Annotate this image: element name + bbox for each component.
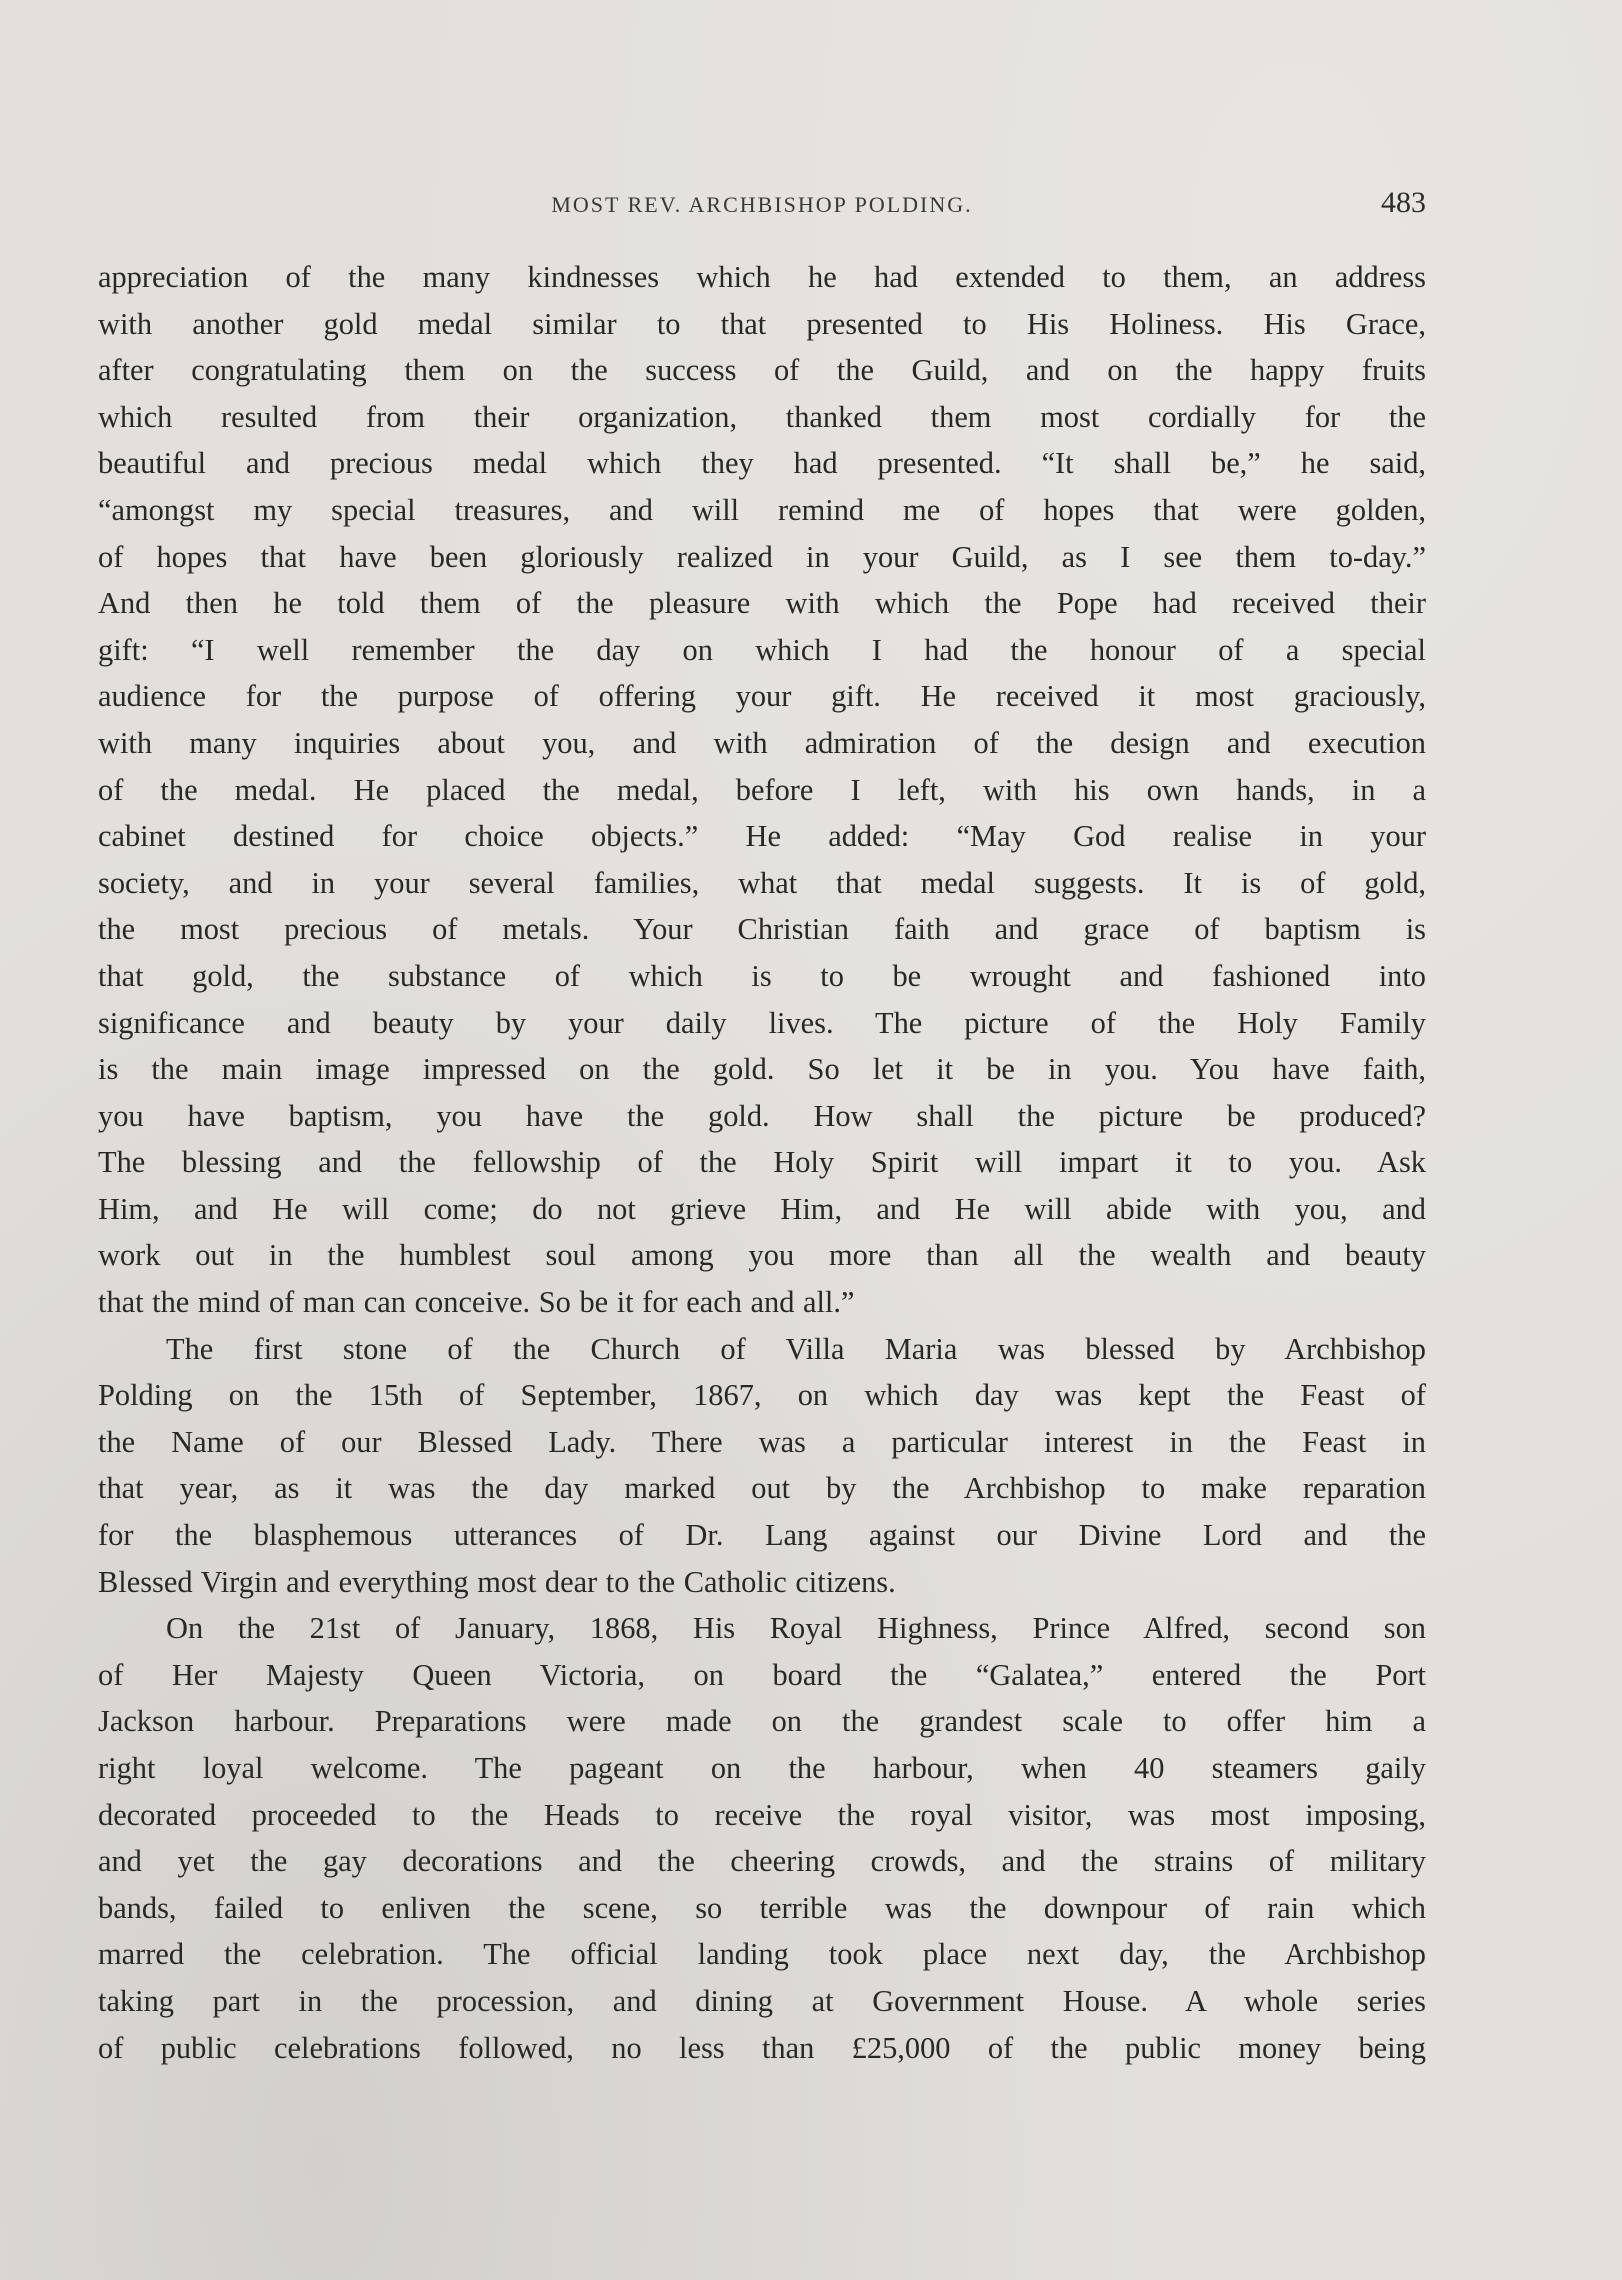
text-line: cabinet destined for choice objects.” He added: “May God realise in your	[98, 819, 1426, 854]
text-line: beautiful and precious medal which they had presented. “It shall be,” he said,	[98, 446, 1426, 481]
body-text	[98, 254, 1426, 2071]
text-line: And then he told them of the pleasure with which the Pope had received their	[98, 586, 1426, 621]
text-line: right loyal welcome. The pageant on the harbour, when 40 steamers gaily	[98, 1751, 1426, 1785]
text-line: On the 21st of January, 1868, His Royal Highness, Prince Alfred, second son	[166, 1611, 1426, 1646]
text-line: for the blasphemous utterances of Dr. Lang against our Divine Lord and the	[98, 1518, 1426, 1553]
text-line: of public celebrations followed, no less than £25,000 of the public money being	[98, 2030, 1426, 2065]
text-line: Him, and He will come; do not grieve Him, and He will abide with you, and	[98, 1191, 1426, 1226]
text-line: society, and in your several families, what that medal suggests. It is of gold,	[98, 865, 1426, 900]
text-line: gift: “I well remember the day on which I had the honour of a special	[98, 632, 1426, 667]
text-line: you have baptism, you have the gold. How shall the picture be produced?	[98, 1098, 1426, 1133]
text-line: the Name of our Blessed Lady. There was a particular interest in the Feast in	[98, 1424, 1426, 1459]
paragraph	[98, 254, 1426, 1326]
text-line: “amongst my special treasures, and will remind me of hopes that were golden,	[98, 492, 1426, 527]
text-line: decorated proceeded to the Heads to receive the royal visitor, was most imposing,	[98, 1797, 1426, 1832]
text-line: after congratulating them on the success of the Guild, and on the happy fruits	[98, 353, 1426, 388]
text-line: audience for the purpose of offering your gift. He received it most graciously,	[98, 679, 1426, 714]
paragraph	[98, 1326, 1426, 1606]
page-number: 483	[1381, 186, 1426, 219]
text-line: Blessed Virgin and everything most dear to the Catholic citizens.	[98, 1564, 896, 1599]
text-line: and yet the gay decorations and the cheering crowds, and the strains of military	[98, 1844, 1426, 1879]
text-line: Polding on the 15th of September, 1867, on which day was kept the Feast of	[98, 1378, 1426, 1413]
text-line: bands, failed to enliven the scene, so terrible was the downpour of rain which	[98, 1890, 1426, 1925]
text-line: which resulted from their organization, thanked them most cordially for the	[98, 399, 1426, 434]
text-line: that the mind of man can conceive. So be it for each and all.”	[98, 1285, 855, 1320]
text-line: Jackson harbour. Preparations were made on the grandest scale to offer him a	[98, 1704, 1426, 1739]
text-line: appreciation of the many kindnesses which he had extended to them, an address	[98, 260, 1426, 294]
text-line: that gold, the substance of which is to be wrought and fashioned into	[98, 958, 1426, 993]
text-line: of the medal. He placed the medal, before I left, with his own hands, in a	[98, 772, 1426, 807]
text-line: that year, as it was the day marked out by the Archbishop to make reparation	[98, 1471, 1426, 1506]
text-line: the most precious of metals. Your Christian faith and grace of baptism is	[98, 912, 1426, 947]
text-line: with another gold medal similar to that presented to His Holiness. His Grace,	[98, 306, 1426, 341]
text-line: The blessing and the fellowship of the Holy Spirit will impart it to you. Ask	[98, 1145, 1426, 1180]
paragraph	[98, 1605, 1426, 2071]
text-line: with many inquiries about you, and with admiration of the design and execution	[98, 725, 1426, 760]
text-line: of Her Majesty Queen Victoria, on board the “Galatea,” entered the Port	[98, 1657, 1426, 1692]
text-line: work out in the humblest soul among you more than all the wealth and beauty	[98, 1238, 1426, 1273]
text-line: is the main image impressed on the gold. So let it be in you. You have faith,	[98, 1052, 1426, 1087]
text-line: The first stone of the Church of Villa Maria was blessed by Archbishop	[166, 1331, 1426, 1366]
book-page	[98, 182, 1426, 2071]
text-line: significance and beauty by your daily lives. The picture of the Holy Family	[98, 1005, 1426, 1040]
text-line: marred the celebration. The official landing took place next day, the Archbishop	[98, 1937, 1426, 1972]
running-head	[98, 182, 1426, 232]
text-line: taking part in the procession, and dining at Government House. A whole series	[98, 1983, 1426, 2018]
text-line: of hopes that have been gloriously realized in your Guild, as I see them to-day.”	[98, 539, 1426, 574]
running-title: MOST REV. ARCHBISHOP POLDING.	[551, 192, 973, 217]
